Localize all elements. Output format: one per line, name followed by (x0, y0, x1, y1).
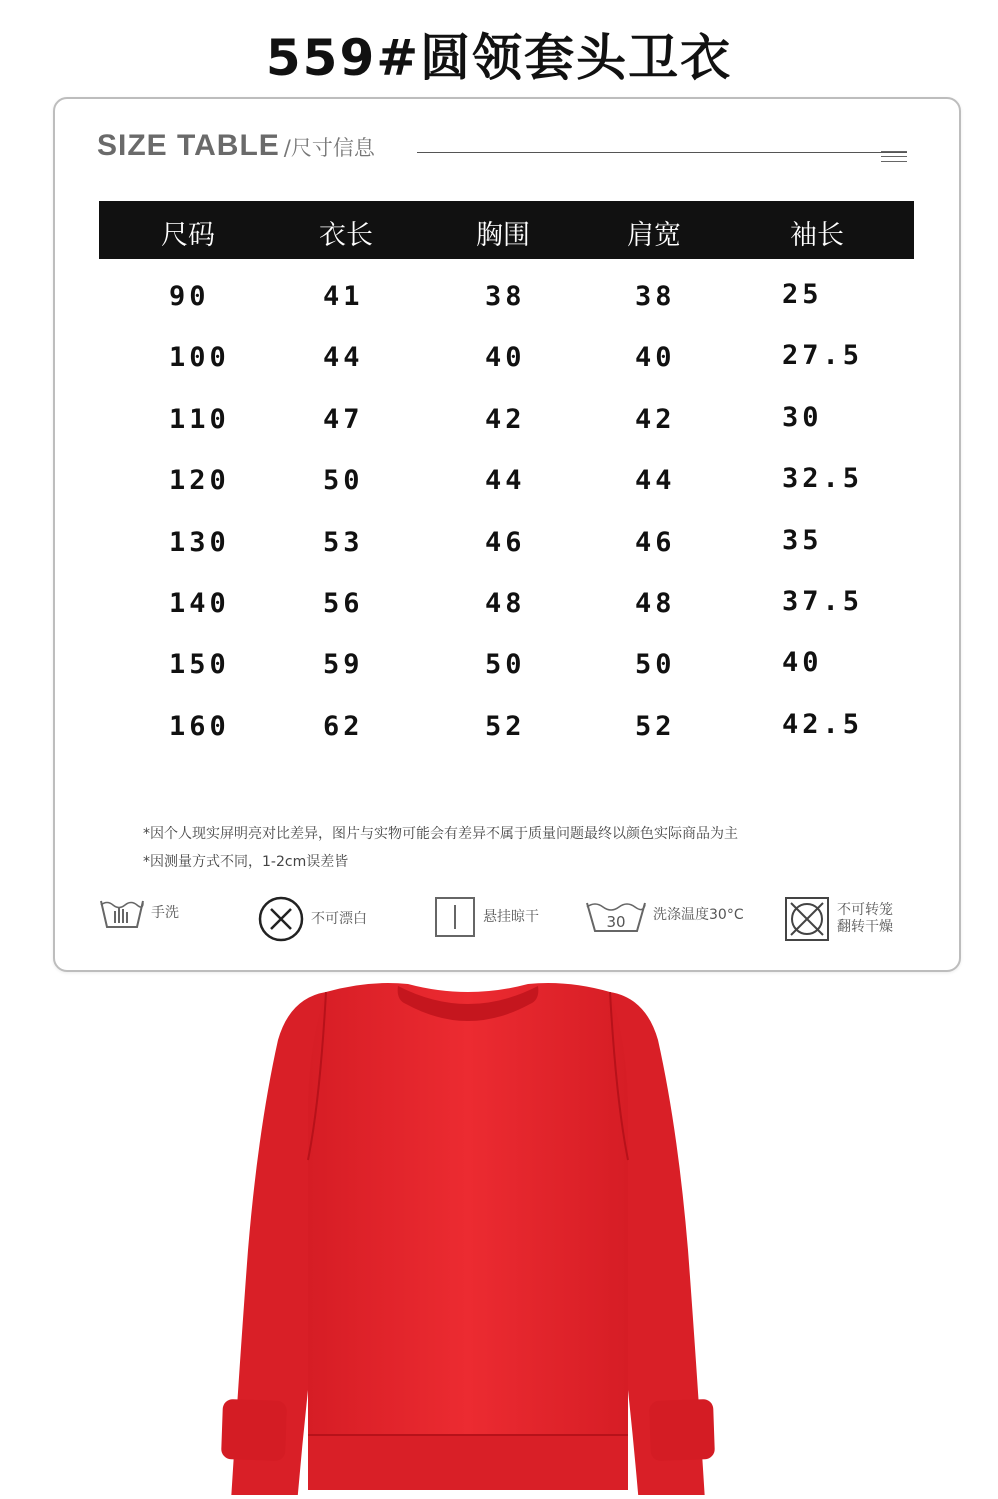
cell-length: 47 (323, 403, 364, 435)
cell-shoulder: 50 (635, 649, 676, 681)
care-hand-wash (99, 895, 179, 931)
column-header-length: 衣长 (319, 220, 373, 251)
hand-wash-icon (99, 895, 145, 931)
no-bleach-icon (257, 895, 305, 943)
cell-length: 56 (323, 588, 364, 619)
note-measurement: *因测量方式不同，1-2cm误差皆 (143, 854, 349, 870)
cell-chest: 42 (485, 403, 526, 435)
cell-length: 53 (323, 526, 364, 558)
care-wash-30-label: 洗涤温度30°C (653, 906, 744, 923)
care-no-bleach (257, 895, 367, 943)
table-row (55, 342, 959, 392)
table-row (55, 524, 959, 577)
cell-length: 41 (323, 281, 364, 312)
cell-size: 150 (169, 649, 230, 681)
cell-length: 62 (323, 710, 364, 742)
cell-size: 140 (169, 588, 230, 619)
cell-length: 44 (323, 342, 364, 374)
wash-30-icon (585, 895, 647, 935)
table-header (99, 201, 914, 259)
table-row (55, 588, 959, 638)
care-hand-wash-label: 手洗 (151, 904, 179, 921)
cell-shoulder: 38 (635, 281, 676, 312)
cell-size: 130 (169, 526, 230, 558)
wash-temp-text: 30 (606, 913, 626, 931)
hang-dry-icon (433, 895, 477, 939)
care-wash-30 (585, 895, 744, 935)
care-no-tumble-dry-line1: 不可转笼 (837, 902, 893, 918)
care-instructions (55, 895, 959, 955)
cell-chest: 46 (485, 526, 526, 558)
cell-chest: 38 (485, 281, 526, 312)
care-no-bleach-label: 不可漂白 (311, 910, 367, 927)
size-table-heading-en: SIZE TABLE (97, 129, 280, 162)
cell-sleeve: 37.5 (782, 586, 864, 617)
table-row (55, 708, 959, 761)
cell-shoulder: 40 (635, 342, 676, 374)
cell-size: 90 (169, 281, 210, 312)
note-color: *因个人现实屏明亮对比差异，图片与实物可能会有差异不属于质量问题最终以颜色实际商品为主 (143, 826, 738, 842)
cell-size: 160 (169, 710, 230, 742)
cell-size: 100 (169, 342, 230, 374)
cell-size: 120 (169, 465, 230, 497)
cell-sleeve: 42.5 (782, 708, 864, 740)
cell-size: 110 (169, 403, 230, 435)
care-hang-dry-label: 悬挂晾干 (483, 908, 539, 925)
cell-length: 50 (323, 465, 364, 497)
care-no-tumble-dry (783, 895, 893, 943)
cell-sleeve: 30 (782, 401, 823, 433)
cell-shoulder: 52 (635, 710, 676, 742)
cell-sleeve: 40 (782, 647, 823, 679)
size-table-heading (97, 129, 375, 163)
size-table-card (53, 97, 961, 972)
cell-chest: 50 (485, 649, 526, 681)
cell-length: 59 (323, 649, 364, 681)
cell-shoulder: 44 (635, 465, 676, 497)
column-header-size: 尺码 (161, 220, 215, 251)
cell-shoulder: 46 (635, 526, 676, 558)
heading-rule (417, 152, 907, 153)
column-header-shoulder: 肩宽 (627, 220, 681, 251)
cell-chest: 40 (485, 342, 526, 374)
column-header-chest: 胸围 (476, 220, 530, 251)
column-header-sleeve: 袖长 (790, 220, 844, 251)
cell-chest: 52 (485, 710, 526, 742)
table-row (55, 281, 959, 331)
cell-sleeve: 25 (782, 279, 823, 310)
page-title: 559#圆领套头卫衣 (265, 29, 733, 87)
table-row (55, 649, 959, 699)
care-no-tumble-dry-line2: 翻转干燥 (837, 919, 893, 935)
cell-shoulder: 42 (635, 403, 676, 435)
table-row (55, 401, 959, 454)
cell-sleeve: 27.5 (782, 340, 864, 372)
no-tumble-dry-icon (783, 895, 831, 943)
care-hang-dry (433, 895, 539, 939)
cell-chest: 44 (485, 465, 526, 497)
red-sweatshirt-image (208, 980, 728, 1495)
cell-shoulder: 48 (635, 588, 676, 619)
size-table-heading-cn: /尺寸信息 (283, 136, 375, 160)
care-no-tumble-dry-label (837, 902, 893, 936)
cell-sleeve: 32.5 (782, 463, 864, 495)
menu-lines-icon (881, 151, 907, 163)
cell-chest: 48 (485, 588, 526, 619)
cell-sleeve: 35 (782, 524, 823, 556)
table-row (55, 465, 959, 515)
